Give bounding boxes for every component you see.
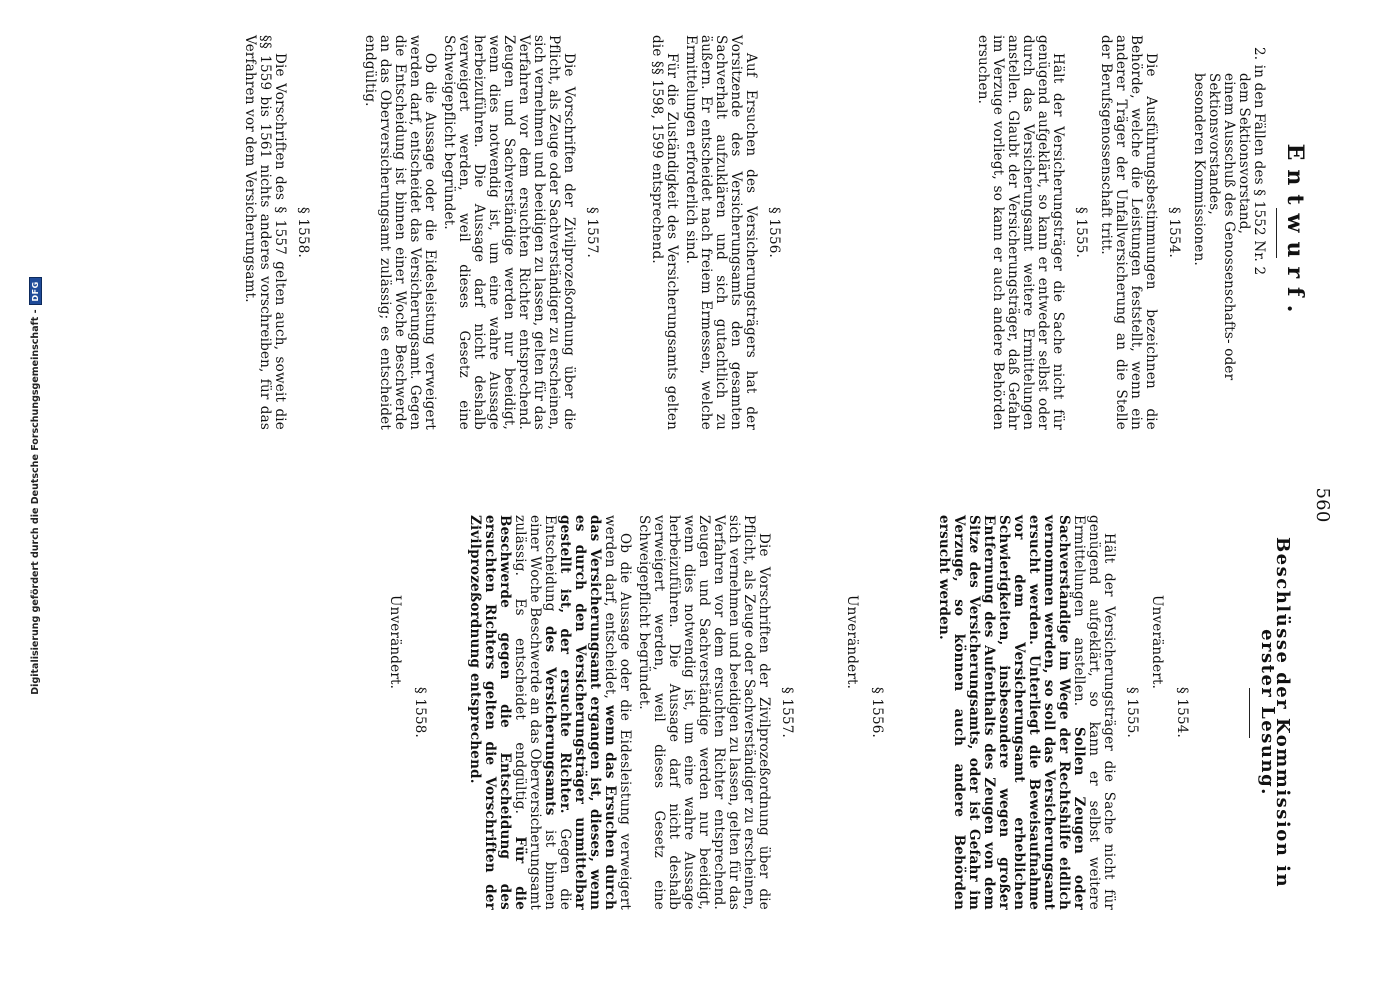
rotated-page-content — [30, 35, 1333, 965]
item-2-line: besonderen Kommissionen. — [1191, 73, 1207, 266]
item-2-line: dem Sektionsvorstand, — [1236, 73, 1252, 235]
section-text-1556-b: Für die Zuständigkeit des Versicherungsamts gelten die §§ 1598, 1599 entsprechend. — [649, 35, 680, 430]
section-title-1557: § 1557. — [584, 206, 600, 259]
digitization-footer — [27, 0, 43, 986]
section-title-1556: § 1556. — [869, 686, 885, 739]
item-2-line: Sektionsvorstandes, — [1206, 73, 1222, 215]
section-text-1557-b-plain: Ob die Aussage oder die Eidesleistung verweigert werden darf, entscheidet, — [602, 515, 633, 910]
item-2-line: einem Ausschuß des Genossenschafts- oder — [1221, 73, 1237, 381]
section-text-1554: Unverändert. — [1149, 595, 1165, 690]
section-text-1557-c-bold: Für die Beschwerde gegen die Entscheidung des ersuchten Richters gelten die Vorschriften der Zivilprozeßordnung entsprechend. — [467, 515, 528, 910]
section-text-1557-b-plain-3: ist binnen einer Woche Beschwerde an das Oberversicherungsamt zulässig. Es entscheidet endgültig. — [512, 515, 558, 910]
section-text-1558: Die Vorschriften des § 1557 gelten auch, soweit die §§ 1559 bis 1561 nichts anderes vorschreiben, für das Verfahren vor dem Versicherungsamt. — [242, 35, 288, 430]
draft-heading: Entwurf. — [1282, 143, 1308, 322]
section-text-1554: Die Ausführungsbestimmungen bezeichnen die Behörde, welche die Leistungen feststellt, wenn ein anderer Träger der Unfallversicherung an die Stelle der Berufsgenossenschaft tritt. — [1098, 35, 1159, 430]
section-text-1557-b — [467, 515, 632, 910]
section-text-1555-bold: Sollen Zeugen oder Sachverständige im Wege der Rechtshilfe eidlich vernommen werden, so soll das Versicherungsamt ersucht werden. Unterliegt die Beweisaufnahme vor dem Versicherungsamt erheblichen Schwierigkeiten, insbesondere wegen großer Entfernung des Aufenthalts des Zeugen von dem Sitze des Versicherungsamts, oder ist Gefahr im Verzuge, so können auch andere Behörden ersucht werden. — [936, 515, 1087, 910]
footer-text: Digitalisierung gefördert durch die Deutsche Forschungsgemeinschaft - — [29, 309, 41, 695]
section-text-1555 — [936, 515, 1116, 910]
section-title-1558: § 1558. — [295, 206, 311, 259]
section-text-1557: Die Vorschriften der Zivilprozeßordnung über die Pflicht, als Zeuge oder Sachverständiger zu erscheinen, sich vernehmen und beeidigen zu lassen, gelten für das Verfahren vor dem ersuchten Richter entsprechend. Zeugen und Sachverständige werden nur beeidigt, wenn dies notwendig ist, um eine wahre Aussage herbeizuführen. Die Aussage darf nicht deshalb verweigert werden, weil dieses Gesetz eine Schweigepflicht begründet. — [441, 35, 577, 430]
commission-heading: Beschlüsse der Kommission in erster Lesung. — [1257, 536, 1293, 889]
section-text-1556: Auf Ersuchen des Versicherungsträgers hat der Vorsitzende des Versicherungsamts den gesamten Sachverhalt aufzuklären und sich gutachtlich zu äußern. Er entscheidet nach freiem Ermessen, welche Ermittelungen erforderlich sind. — [683, 35, 759, 430]
commission-column — [383, 515, 1330, 910]
section-text-1557-b: Ob die Aussage oder die Eidesleistung verweigert werden darf, entscheidet das Versicherungsamt. Gegen die Entscheidung ist binnen einer Woche Beschwerde an das Oberversicherungsamt zulässig; es entscheidet endgültig. — [362, 35, 438, 430]
heading-rule — [1249, 688, 1250, 738]
section-text-1557-b-bold-2: des Versicherungsamts — [542, 626, 558, 816]
section-title-1555: § 1555. — [1073, 206, 1089, 259]
section-text-1557-b-bold: wenn das Ersuchen durch das Versicherungsamt ergangen ist, dieses, wenn es durch den Versicherungsträger unmittelbar gestellt ist, der ersuchte Richter. — [557, 515, 618, 910]
section-text-1555: Hält der Versicherungsträger die Sache nicht für genügend aufgeklärt, so kann er entweder selbst oder durch das Versicherungsamt weitere Ermittelungen anstellen. Glaubt der Versicherungsträger, daß Gefahr im Verzuge vorliegt, so kann er auch andere Behörden ersuchen. — [975, 35, 1066, 430]
section-title-1556: § 1556. — [766, 206, 782, 259]
section-text-1556: Unverändert. — [844, 595, 860, 690]
draft-column — [238, 35, 1330, 430]
section-text-1557: Die Vorschriften der Zivilprozeßordnung über die Pflicht, als Zeuge oder Sachverständiger zu erscheinen, sich vernehmen und beeidigen zu lassen, gelten für das Verfahren vor dem ersuchten Richter entsprechend. Zeugen und Sachverständige werden nur beeidigt, wenn dies notwendig ist, um eine wahre Aussage herbeizuführen. Die Aussage darf nicht deshalb verweigert werden, weil dieses Gesetz eine Schweigepflicht begründet. — [636, 515, 772, 910]
section-text-1555-plain: Hält der Versicherungsträger die Sache nicht für genügend aufgeklärt, so kann er selbst weitere Ermittelungen anstellen. — [1071, 515, 1117, 910]
section-title-1557: § 1557. — [779, 686, 795, 739]
heading-rule — [1276, 208, 1277, 258]
section-text-1557-b-plain-2: Gegen die Entscheidung — [542, 515, 573, 911]
item-2-line: 2. in den Fällen des § 1552 Nr. 2 — [1251, 47, 1267, 276]
page-number: 560 — [1312, 487, 1333, 523]
dfg-logo-icon: DFG — [29, 277, 42, 305]
section-title-1555: § 1555. — [1124, 686, 1140, 739]
section-title-1554: § 1554. — [1166, 206, 1182, 259]
section-title-1558: § 1558. — [412, 686, 428, 739]
section-text-1558: Unverändert. — [387, 595, 403, 690]
section-title-1554: § 1554. — [1174, 686, 1190, 739]
